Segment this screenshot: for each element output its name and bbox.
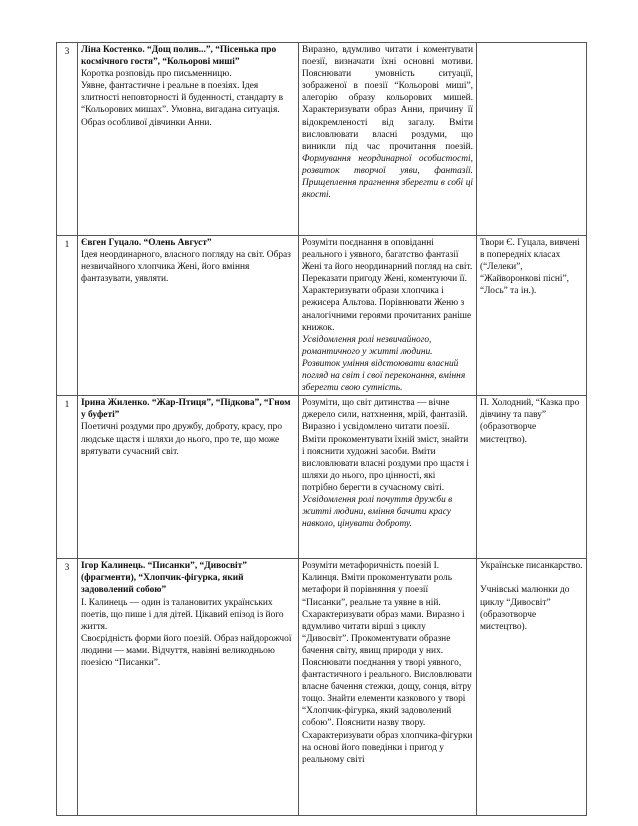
activities-text: Розуміти, що світ дитинства — вічне джерело сили, натхнення, мрій, фантазій. Виразно і усвідомлено читати поезії. Вміти прокоментувати їхній зміст, знайти і пояснити художні засоби. Вміти висловлювати власні роздуми про щастя і шляхи до нього, про цінності, які потрібно берегти в сучасному світі.: [302, 398, 469, 493]
hours-cell: 1: [57, 236, 78, 396]
curriculum-table: [56, 42, 587, 816]
table-row: [57, 236, 587, 396]
topic-title: Євген Гуцало. “Олень Август”: [81, 238, 212, 248]
activities-cell: [299, 43, 477, 236]
topic-title: Ігор Калинець. “Писанки”, “Дивосвіт” (фрагменти), “Хлопчик-фігурка, який задоволений собою”: [81, 561, 247, 596]
hours-cell: 3: [57, 43, 78, 236]
table-row: [57, 43, 587, 236]
activities-goals: Усвідомлення ролі почуття дружби в житті людини, вміння бачити красу навколо, цінувати доброту.: [302, 494, 453, 530]
connections-cell: П. Холодний, “Казка про дівчину та паву” (образотворче мистецтво).: [477, 396, 587, 559]
topic-title: Ліна Костенко. “Дощ полив...”, “Пісенька про космічного гостя”, “Кольорові миші”: [81, 45, 277, 68]
topic-cell: [78, 43, 299, 236]
topic-text: І. Калинець — один із талановитих українських поетів, що пише і для дітей. Цікавий епізод із його життя.: [81, 597, 284, 632]
topic-text: Уявне, фантастичне і реальне в поезіях. Ідея злитності неповторності й буденності, стандарту в “Кольорових мишах”. Умовна, вигадана ситуація. Образ особливої дівчинки Анни.: [81, 81, 283, 128]
activities-cell: [299, 236, 477, 396]
topic-text: Ідея неординарного, власного погляду на світ. Образ незвичайного хлопчика Жені, його вміння фантазувати, уявляти.: [81, 250, 291, 285]
topic-cell: [78, 559, 299, 816]
topic-cell: [78, 396, 299, 559]
hours-cell: 1: [57, 396, 78, 559]
activities-text: Розуміти поєднання в оповіданні реального і уявного, багатство фантазії Жені та його неординарний погляд на світ. Переказати пригоду Жені, коментуючи її. Характеризувати образи хлопчика і режисера Альтова. Порівнювати Женю з аналогічними героями прочитаних раніше книжок.: [302, 238, 473, 333]
activities-goals: Формування неординарної особистості, розвиток творчої уяви, фантазії. Прищеплення прагнення зберегти в собі ці якості.: [302, 153, 473, 201]
activities-goals: Усвідомлення ролі незвичайного, романтичного у житті людини. Розвиток уміння відстоювати власний погляд на світ і свої переконання, вміння зберегти свою сутність.: [302, 334, 466, 394]
activities-text: Розуміти метафоричність поезій І. Калинця. Вміти прокоментувати роль метафори й порівняння у поезії “Писанки”, реальне та уявне в ній. Схарактеризувати образ мами. Виразно і вдумливо читати вірші з циклу “Дивосвіт”. Прокоментувати образне бачення світу, явищ природи у них. Пояснювати поєднання у творі уявного, фантастичного і реального. Висловлювати власне бачення стежки, дощу, сонця, вітру тощо. Знайти елементи казкового у творі “Хлопчик-фігурка, який задоволений собою”. Пояснити назву твору. Схарактеризувати образ хлопчика-фігурки на основі його поведінки і пригод у реальному світі: [302, 561, 473, 765]
connections-cell: Твори Є. Гуцала, вивчені в попередніх класах (“Лелеки”, “Жайворонкові пісні”, “Лось” та ін.).: [477, 236, 587, 396]
hours-cell: 3: [57, 559, 78, 816]
topic-text: Поетичні роздуми про дружбу, доброту, красу, про людське щастя і шляхи до нього, про те, що може врятувати сучасний світ.: [81, 422, 283, 457]
activities-cell: [299, 396, 477, 559]
topic-title: Ірина Жиленко. “Жар-Птиця”, “Підкова”, “Гном у буфеті”: [81, 398, 291, 421]
activities-text: Виразно, вдумливо читати і коментувати поезії, визначати їхні основні мотиви. Пояснювати умовність ситуації, зображеної в поезії “Кольорові миші”, алегорію образу кольорових мишей. Характеризувати образ Анни, причину її відокремленості від загалу. Вміти висловлювати власні роздуми, що виникли під час прочитання поезій.: [302, 45, 473, 152]
topic-text: Своєрідність форми його поезій. Образ найдорожчої людини — мами. Відчуття, навіяні великодньою поезією “Писанки”.: [81, 633, 292, 668]
connections-cell: Українське писанкарство. Учнівські малюнки до циклу “Дивосвіт” (образотворче мистецтво).: [477, 559, 587, 816]
topic-cell: [78, 236, 299, 396]
table-row: [57, 559, 587, 816]
activities-cell: [299, 559, 477, 816]
topic-text: Коротка розповідь про письменницю.: [81, 69, 232, 80]
connections-cell: [477, 43, 587, 236]
table-row: [57, 396, 587, 559]
